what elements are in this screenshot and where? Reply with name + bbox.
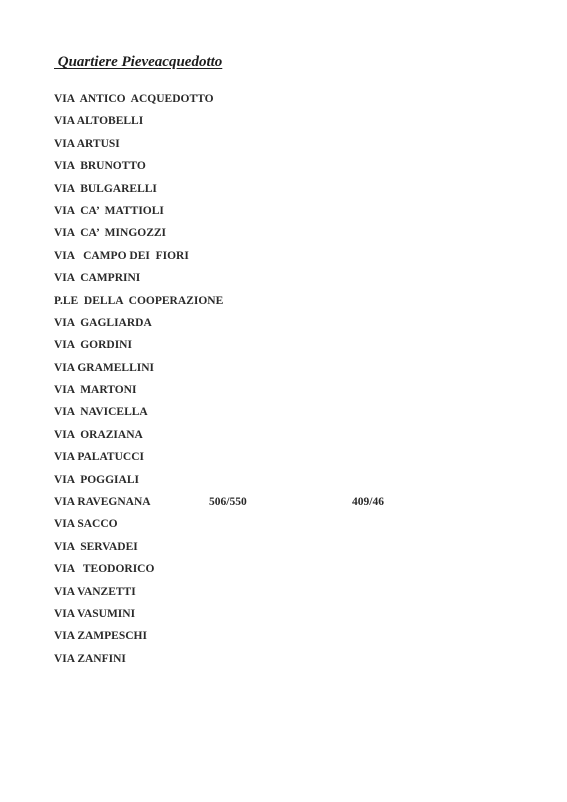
street-name: VIA ARTUSI — [54, 137, 120, 150]
street-name: VIA PALATUCCI — [54, 451, 144, 464]
street-name: VIA ORAZIANA — [54, 428, 143, 441]
street-name: VIA NAVICELLA — [54, 406, 148, 419]
street-name: VIA GAGLIARDA — [54, 316, 152, 329]
street-name: VIA CAMPRINI — [54, 272, 141, 285]
street-name: VIA TEODORICO — [54, 563, 155, 576]
house-number-range: 506/550 — [209, 496, 247, 509]
street-name: VIA GRAMELLINI — [54, 361, 155, 374]
street-name: VIA CA’ MINGOZZI — [54, 227, 167, 240]
street-name: VIA RAVEGNANA — [54, 496, 151, 509]
page-title: Quartiere Pieveacquedotto — [54, 54, 223, 70]
street-name: VIA SACCO — [54, 518, 118, 531]
street-name: VIA POGGIALI — [54, 473, 139, 486]
street-name: VIA ALTOBELLI — [54, 115, 144, 128]
street-name: VIA BRUNOTTO — [54, 160, 146, 173]
street-name: VIA CA’ MATTIOLI — [54, 204, 164, 217]
street-name: VIA MARTONI — [54, 384, 137, 397]
street-name: VIA ANTICO ACQUEDOTTO — [54, 93, 214, 105]
street-name: P.LE DELLA COOPERAZIONE — [54, 294, 224, 307]
street-name: VIA SERVADEI — [54, 540, 138, 553]
street-name: VIA GORDINI — [54, 339, 132, 352]
house-number-range: 409/46 — [352, 496, 384, 509]
street-name: VIA VANZETTI — [54, 585, 136, 598]
street-name: VIA ZAMPESCHI — [54, 630, 147, 643]
street-name: VIA VASUMINI — [54, 607, 136, 620]
street-name: VIA CAMPO DEI FIORI — [54, 249, 189, 262]
street-name: VIA ZANFINI — [54, 652, 126, 665]
street-name: VIA BULGARELLI — [54, 182, 157, 195]
